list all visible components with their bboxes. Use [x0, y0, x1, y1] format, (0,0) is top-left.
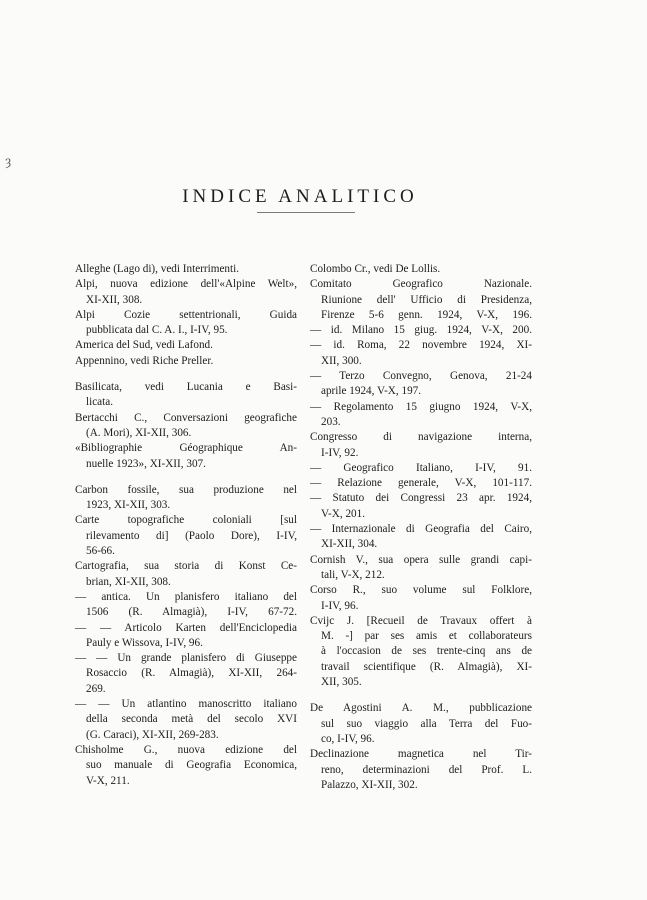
- index-entry-line: XII, 300.: [321, 354, 362, 367]
- index-entry-line: — — Articolo Karten dell'Enciclopedia: [75, 621, 297, 634]
- index-entry-line: Corso R., suo volume sul Folklore,: [310, 584, 532, 597]
- index-entry-line: — Regolamento 15 giugno 1924, V-X,: [310, 400, 532, 413]
- index-entry-line: V-X, 211.: [86, 774, 130, 787]
- index-entry-line: — Geografico Italiano, I-IV, 91.: [310, 461, 532, 474]
- index-entry-line: M. -] par ses amis et collaborateurs: [321, 630, 532, 643]
- index-entry: [310, 553, 532, 584]
- index-entry: [310, 747, 532, 793]
- index-entry-line: Rosaccio (R. Almagià), XI-XII, 264-: [86, 667, 297, 680]
- index-column-right: [310, 262, 532, 793]
- index-entry: [75, 411, 297, 442]
- index-entry-line: brian, XI-XII, 308.: [86, 575, 171, 588]
- margin-mark: Ȝ: [5, 158, 12, 169]
- index-entry-line: V-X, 201.: [321, 507, 366, 520]
- index-entry: [75, 262, 297, 277]
- index-entry-line: Comitato Geografico Nazionale.: [310, 278, 532, 291]
- index-entry: [75, 513, 297, 559]
- index-entry-line: XI-XII, 308.: [86, 293, 143, 306]
- index-entry-line: Alleghe (Lago di), vedi Interrimenti.: [75, 263, 240, 275]
- index-entry: [75, 277, 297, 308]
- index-entry: [75, 308, 297, 339]
- index-entry-line: aprile 1924, V-X, 197.: [321, 385, 422, 398]
- index-entry-line: licata.: [86, 396, 114, 409]
- index-entry-line: Basilicata, vedi Lucania e Basi-: [75, 381, 297, 394]
- index-entry-line: 203.: [321, 415, 341, 428]
- index-entry-line: — Internazionale di Geografia del Cairo,: [310, 523, 532, 536]
- index-entry-line: — antica. Un planisfero italiano del: [75, 590, 297, 603]
- index-entry-line: I-IV, 92.: [321, 446, 359, 459]
- index-entry-line: 1506 (R. Almagià), I-IV, 67-72.: [86, 606, 297, 619]
- index-entry: [310, 262, 532, 277]
- index-entry-line: — id. Roma, 22 novembre 1924, XI-: [310, 339, 532, 352]
- index-entry: [75, 354, 297, 369]
- index-entry-line: suo manuale di Geografia Economica,: [86, 759, 297, 772]
- index-entry-line: «Bibliographie Géographique An-: [75, 442, 297, 455]
- index-entry-line: XI-XII, 304.: [321, 538, 378, 551]
- index-entry: [75, 743, 297, 789]
- index-entry: [75, 380, 297, 411]
- index-entry-line: I-IV, 96.: [321, 599, 359, 612]
- index-entry-line: — — Un grande planisfero di Giuseppe: [75, 652, 297, 665]
- index-entry-line: Firenze 5-6 genn. 1924, V-X, 196.: [321, 308, 532, 321]
- index-entry-line: 1923, XI-XII, 303.: [86, 499, 171, 512]
- index-entry-line: Colombo Cr., vedi De Lollis.: [310, 263, 441, 275]
- index-entry-line: Congresso di navigazione interna,: [310, 431, 532, 444]
- index-entry-line: Cartografia, sua storia di Konst Ce-: [75, 560, 297, 573]
- index-entry-line: Chisholme G., nuova edizione del: [75, 743, 297, 756]
- index-entry-line: Riunione dell' Ufficio di Presidenza,: [321, 293, 532, 306]
- index-entry-line: nuelle 1923», XI-XII, 307.: [86, 457, 206, 470]
- index-entry-line: della seconda metà del secolo XVI: [86, 713, 297, 726]
- index-entry: [75, 338, 297, 353]
- index-entry-line: Alpi Cozie settentrionali, Guida: [75, 308, 297, 321]
- index-entry-line: Palazzo, XI-XII, 302.: [321, 778, 418, 791]
- index-entry-line: 269.: [86, 682, 106, 695]
- index-entry-line: Cornish V., sua opera sulle grandi capi-: [310, 553, 532, 566]
- index-entry-line: — — Un atlantino manoscritto italiano: [75, 698, 297, 711]
- index-entry-line: Appennino, vedi Riche Preller.: [75, 354, 214, 367]
- index-entry-line: Carbon fossile, sua produzione nel: [75, 483, 297, 496]
- index-entry-line: — Terzo Convegno, Genova, 21-24: [310, 370, 532, 383]
- page-title: INDICE ANALITICO: [182, 185, 418, 207]
- index-entry-line: à l'occasion de ses trente-cinq ans de: [321, 645, 532, 658]
- index-entry-line: Alpi, nuova edizione dell'«Alpine Welt»,: [75, 278, 297, 291]
- index-entry-line: — Statuto dei Congressi 23 apr. 1924,: [310, 492, 532, 505]
- index-entry-line: rilevamento di] (Paolo Dore), I-IV,: [86, 529, 297, 542]
- title-rule: [257, 212, 355, 213]
- index-entry: [310, 583, 532, 614]
- index-entry-line: — Relazione generale, V-X, 101-117.: [310, 477, 532, 490]
- index-entry-line: Declinazione magnetica nel Tir-: [310, 748, 532, 761]
- index-entry-line: sul suo viaggio alla Terra del Fuo-: [321, 717, 532, 730]
- index-entry-line: reno, determinazioni del Prof. L.: [321, 763, 532, 776]
- index-entry-line: Cvijc J. [Recueil de Travaux offert à: [310, 614, 532, 627]
- index-entry-line: travail scientifique (R. Almagià), XI-: [321, 660, 532, 673]
- index-entry-line: co, I-IV, 96.: [321, 732, 375, 745]
- index-entry-line: — id. Milano 15 giug. 1924, V-X, 200.: [310, 324, 532, 337]
- index-entry-line: XII, 305.: [321, 676, 362, 689]
- index-entry-line: Bertacchi C., Conversazioni geografiche: [75, 411, 297, 424]
- index-entry: [310, 277, 532, 430]
- index-entry: [75, 483, 297, 514]
- index-entry: [75, 559, 297, 743]
- index-entry-line: tali, V-X, 212.: [321, 568, 385, 581]
- index-entry-line: 56-66.: [86, 545, 115, 558]
- index-entry: [310, 614, 532, 690]
- index-entry: [310, 430, 532, 552]
- index-entry-line: (G. Caraci), XI-XII, 269-283.: [86, 728, 219, 741]
- index-entry-line: (A. Mori), XI-XII, 306.: [86, 426, 192, 439]
- index-entry-line: Pauly e Wissova, I-IV, 96.: [86, 636, 203, 649]
- index-entry: [310, 701, 532, 747]
- index-entry-line: pubblicata dal C. A. I., I-IV, 95.: [86, 324, 228, 337]
- index-entry: [75, 441, 297, 472]
- index-entry-line: America del Sud, vedi Lafond.: [75, 339, 213, 352]
- index-entry-line: Carte topografiche coloniali [sul: [75, 514, 297, 527]
- index-column-left: [75, 262, 297, 789]
- index-entry-line: De Agostini A. M., pubblicazione: [310, 702, 532, 715]
